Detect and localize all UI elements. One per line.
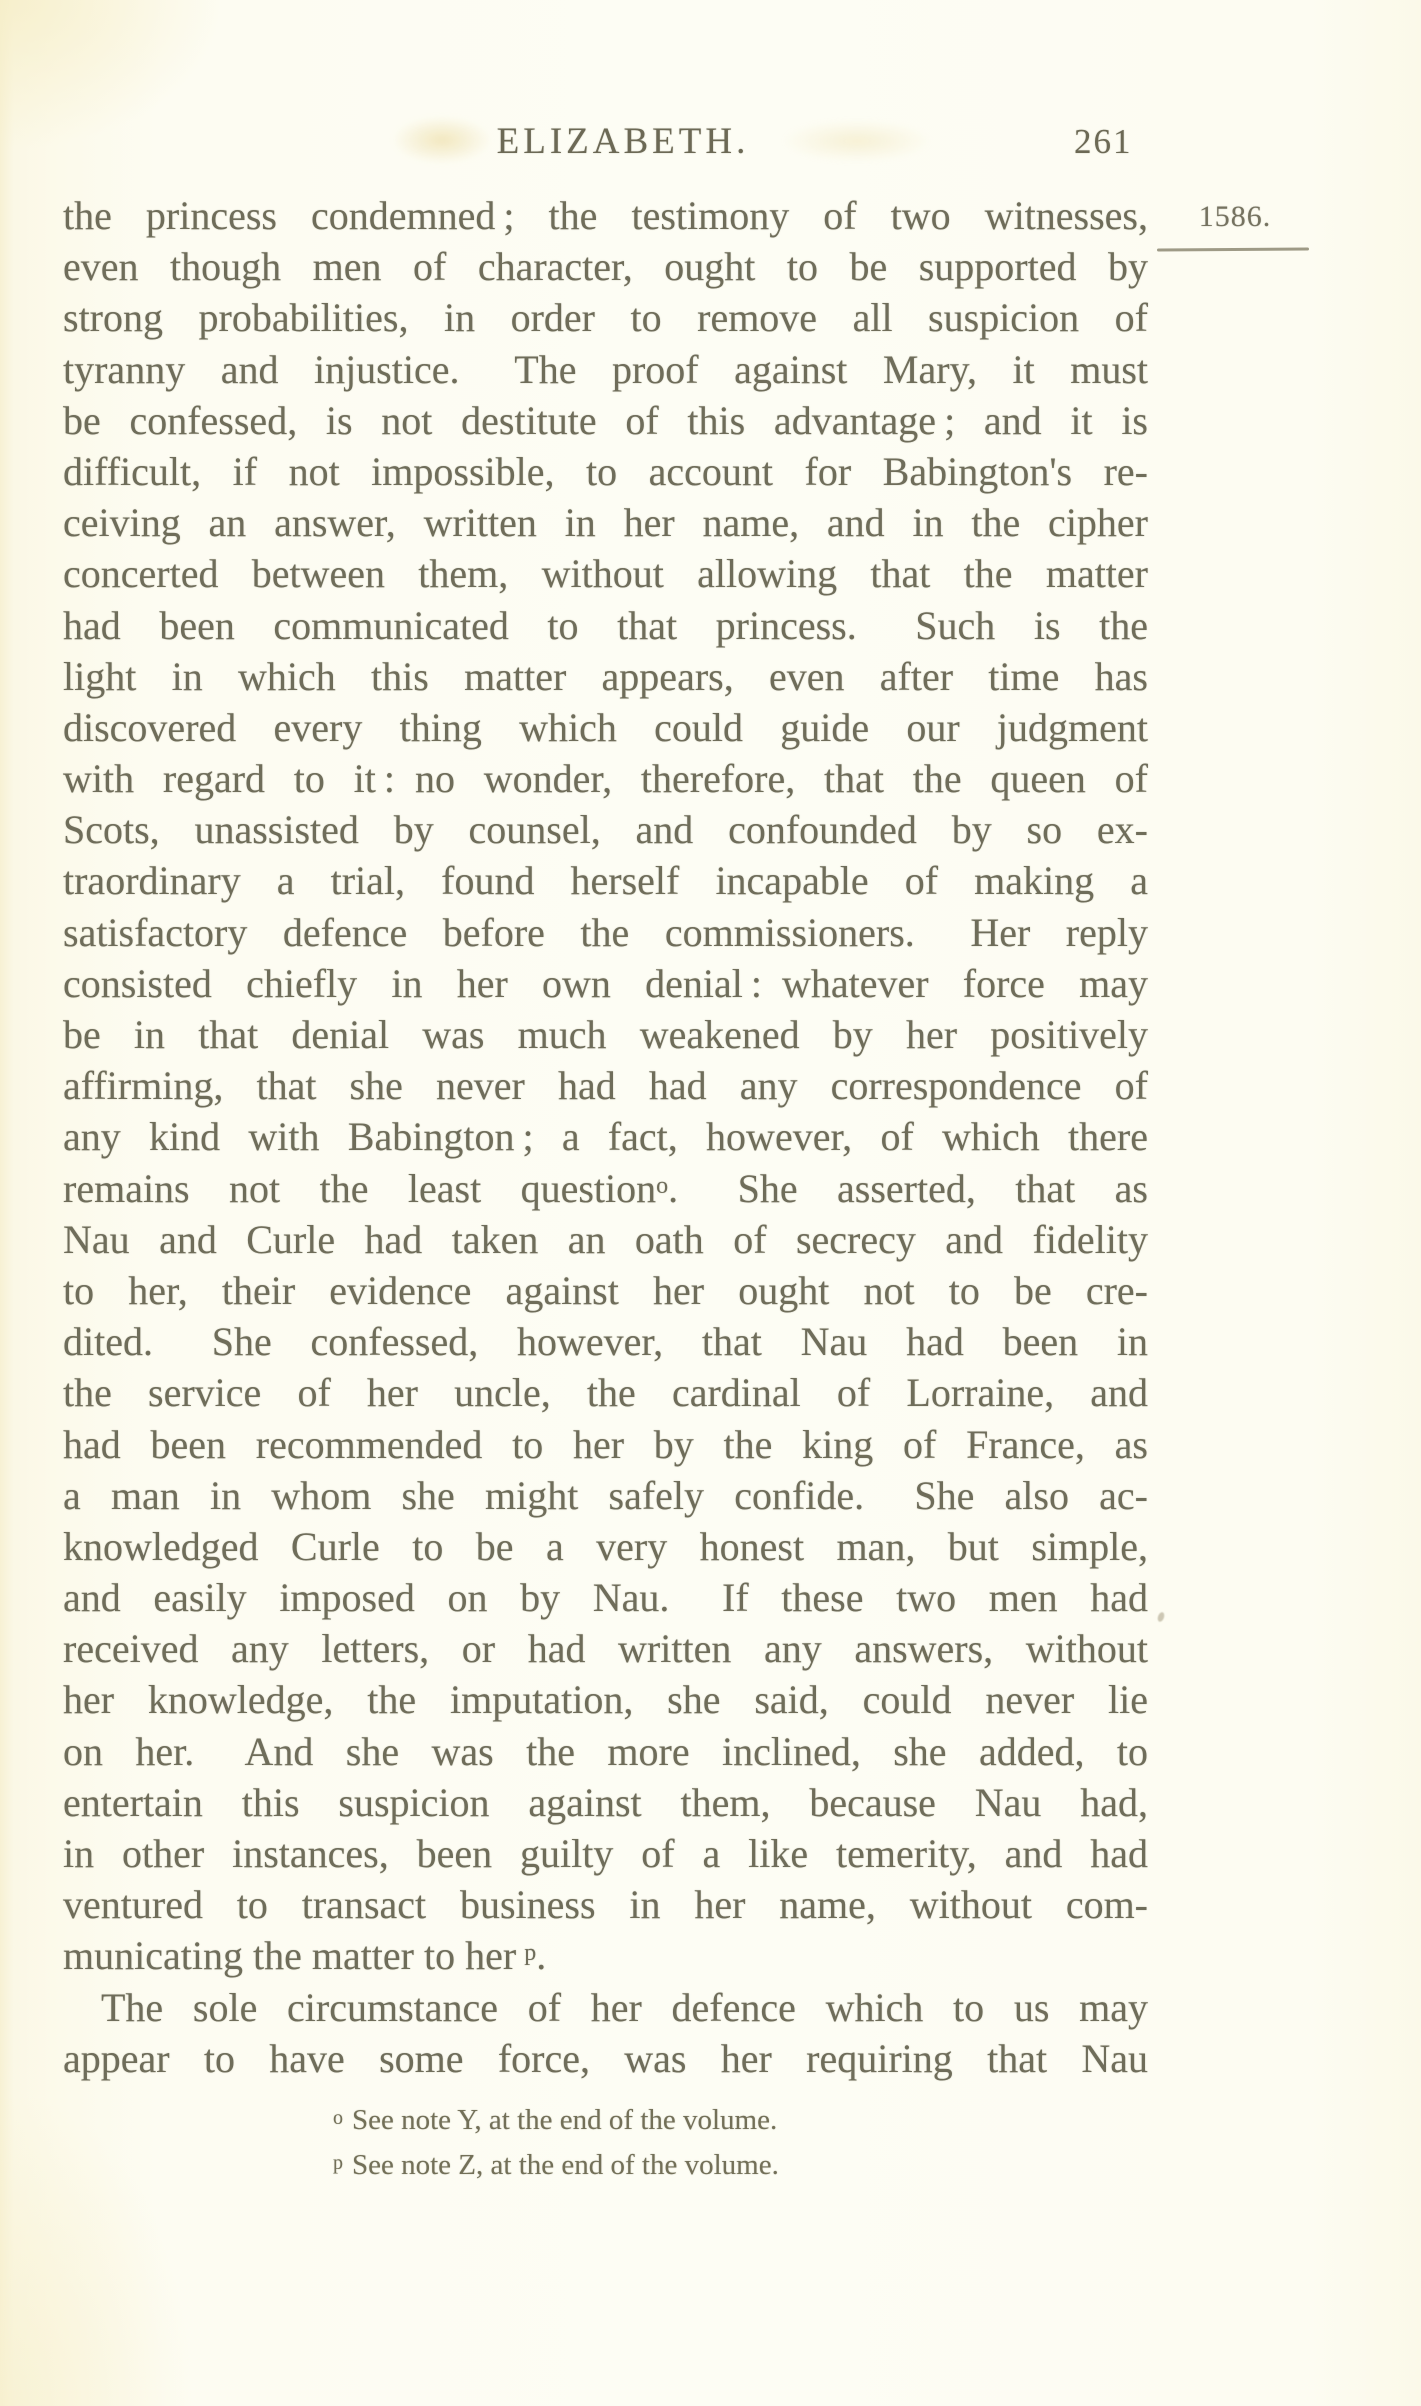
show-through-smudge xyxy=(392,116,492,164)
body-text-line: dited. She confessed, however, that Nau had been in xyxy=(63,1319,1148,1365)
body-text-line: the service of her uncle, the cardinal of Lorraine, and xyxy=(63,1370,1148,1416)
margin-year-note xyxy=(1162,200,1308,234)
body-text-line: satisfactory defence before the commissioners. Her reply xyxy=(63,909,1148,955)
footnote-line: $^p$ See note Z, at the end of the volume. xyxy=(333,2149,779,2181)
body-text-line: light in which this matter appears, even after time has xyxy=(63,653,1148,699)
body-text-line: any kind with Babington ; a fact, however, of which there xyxy=(63,1114,1148,1160)
body-text-line: entertain this suspicion against them, because Nau had, xyxy=(63,1779,1148,1825)
body-text-line: consisted chiefly in her own denial : whatever force may xyxy=(63,960,1148,1006)
show-through-smudge xyxy=(782,120,932,162)
margin-year-text: 1586. xyxy=(1198,200,1272,233)
body-text-line: had been recommended to her by the king of France, as xyxy=(63,1421,1148,1467)
body-text-line: be in that denial was much weakened by her positively xyxy=(63,1012,1148,1057)
footnote-line: $^o$ See note Y, at the end of the volume. xyxy=(333,2104,778,2136)
body-text-line: even though men of character, ought to be supported by xyxy=(63,244,1148,290)
body-text-line: concerted between them, without allowing that the matter xyxy=(63,551,1148,597)
body-text-line: her knowledge, the imputation, she said, could never lie xyxy=(63,1677,1148,1723)
body-text-line: remains not the least question$^o$. She asserted, that as xyxy=(63,1165,1148,1211)
footnote-marker: o xyxy=(333,2107,343,2129)
ink-speck xyxy=(1156,1611,1165,1622)
body-text-line: appear to have some force, was her requiring that Nau xyxy=(63,2035,1148,2081)
body-text-line: knowledged Curle to be a very honest man, but simple, xyxy=(63,1523,1148,1569)
page-number: 261 xyxy=(1074,122,1133,161)
footnote-reference-marker: p xyxy=(524,1940,537,1967)
body-text-line: affirming, that she never had had any correspondence of xyxy=(63,1063,1148,1109)
body-text-line: discovered every thing which could guide our judgment xyxy=(63,704,1148,750)
body-text-line: ceiving an answer, written in her name, and in the cipher xyxy=(63,500,1148,546)
body-text-line: the princess condemned ; the testimony of two witnesses, xyxy=(63,193,1148,238)
body-text-line: with regard to it : no wonder, therefore, that the queen of xyxy=(63,756,1148,802)
body-text-line: on her. And she was the more inclined, she added, to xyxy=(63,1728,1148,1774)
body-text-line: a man in whom she might safely confide. She also ac- xyxy=(63,1472,1148,1518)
footnotes-block xyxy=(333,2098,779,2188)
body-text-line: in other instances, been guilty of a like temerity, and had xyxy=(63,1831,1148,1876)
footnote-marker: p xyxy=(333,2152,343,2174)
body-text-line: strong probabilities, in order to remove all suspicion of xyxy=(63,295,1148,341)
footnote-reference-marker: o xyxy=(656,1172,669,1199)
body-text-line: and easily imposed on by Nau. If these two men had xyxy=(63,1575,1148,1621)
body-text-line: difficult, if not impossible, to account for Babington's re- xyxy=(63,448,1148,494)
body-text-line: had been communicated to that princess. Such is the xyxy=(63,602,1148,648)
body-text-line: tyranny and injustice. The proof against Mary, it must xyxy=(63,346,1148,392)
running-header-title: ELIZABETH. xyxy=(496,121,750,162)
body-text-line: The sole circumstance of her defence which to us may xyxy=(101,1984,1148,2030)
body-text-line: ventured to transact business in her name, without com- xyxy=(63,1882,1148,1928)
margin-note-rule xyxy=(1157,247,1309,251)
body-text-line: received any letters, or had written any answers, without xyxy=(63,1626,1148,1672)
body-text-line: to her, their evidence against her ought not to be cre- xyxy=(63,1267,1148,1313)
body-text-line: municating the matter to her $^p$. xyxy=(63,1933,547,1979)
body-text-line: Nau and Curle had taken an oath of secrecy and fidelity xyxy=(63,1216,1148,1262)
body-text-line: Scots, unassisted by counsel, and confounded by so ex- xyxy=(63,807,1148,853)
body-text-line: traordinary a trial, found herself incapable of making a xyxy=(63,858,1148,904)
body-text-line: be confessed, is not destitute of this advantage ; and it is xyxy=(63,397,1148,443)
body-text-column xyxy=(63,190,1148,2084)
